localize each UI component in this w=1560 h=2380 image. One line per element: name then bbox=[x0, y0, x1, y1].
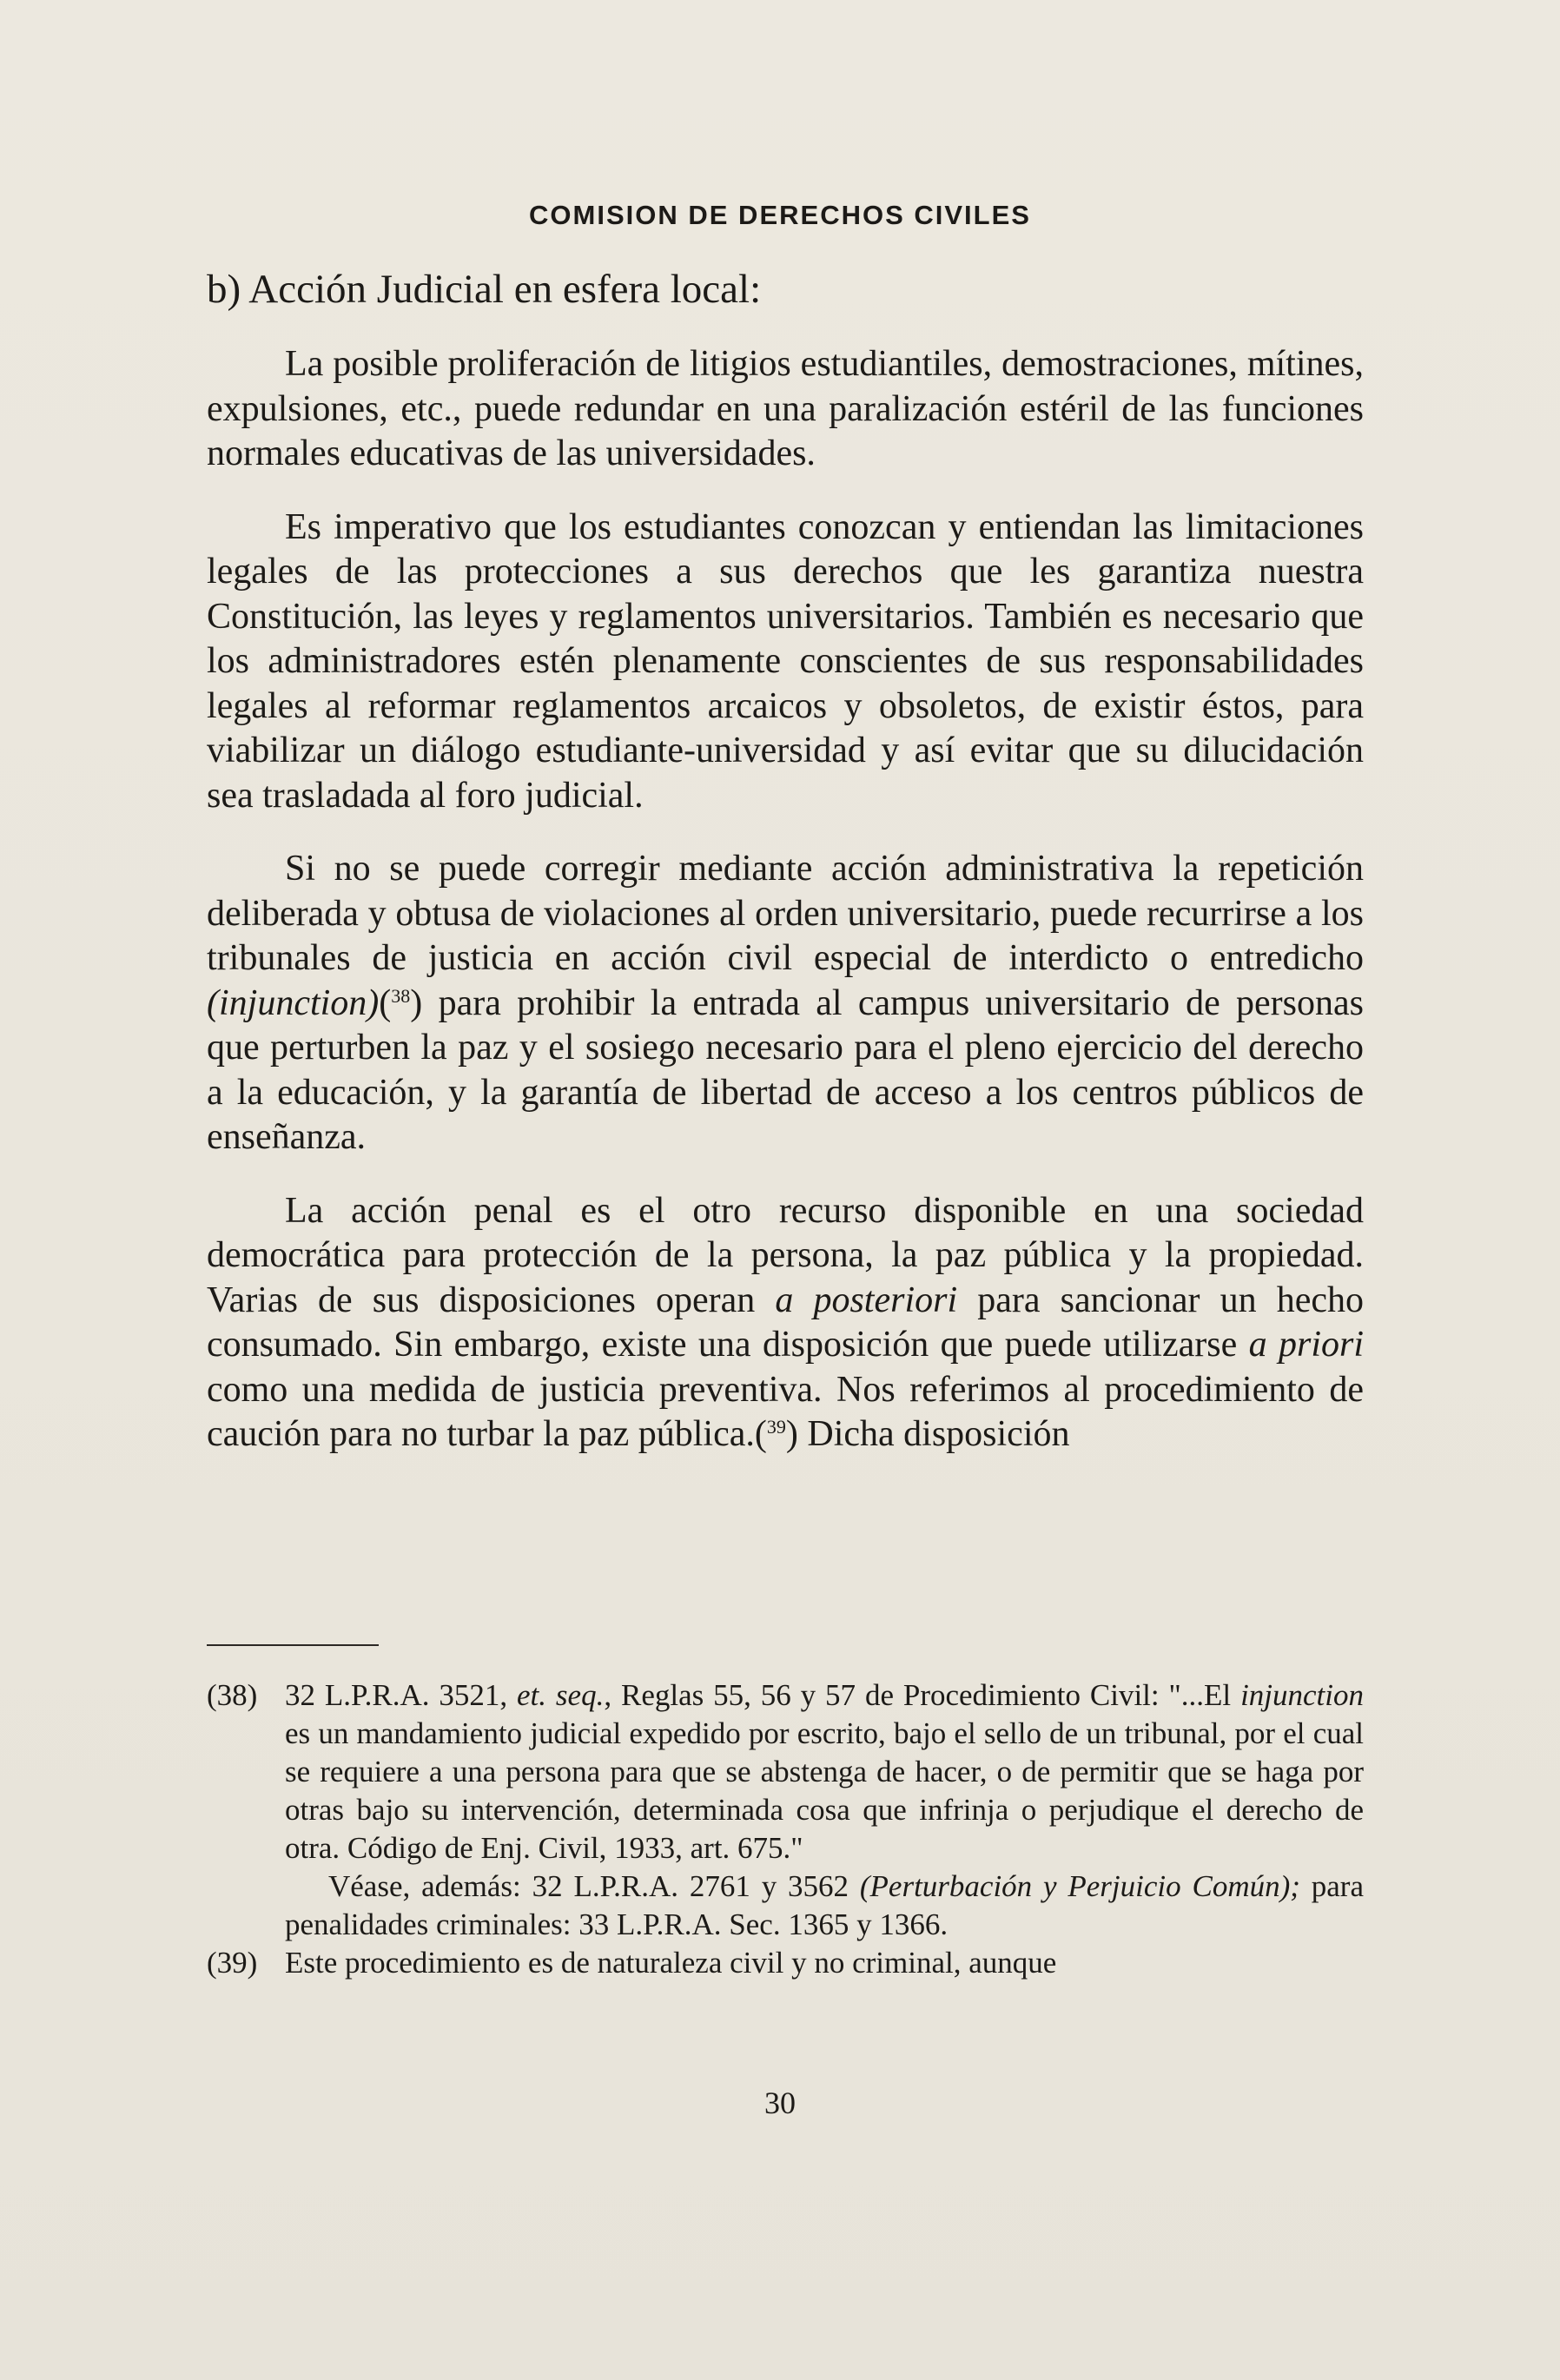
footnote-divider bbox=[207, 1644, 379, 1646]
footnote-ref-38[interactable]: 38 bbox=[391, 984, 411, 1007]
body-text bbox=[207, 342, 1364, 1458]
footnote-38-number: (38) bbox=[207, 1678, 258, 1712]
injunction-term: (injunction) bbox=[207, 982, 380, 1023]
footnote-38-italic-a: et. seq. bbox=[517, 1678, 605, 1712]
footnote-38 bbox=[207, 1676, 1364, 1868]
paragraph-3 bbox=[207, 847, 1364, 1160]
paragraph-4-text-c: como una medida de justicia preventiva. Nos referimos al procedimiento de caución para no turbar la paz pública. bbox=[207, 1369, 1364, 1454]
a-posteriori-term: a posteriori bbox=[775, 1279, 958, 1320]
footnotes bbox=[207, 1676, 1364, 1982]
footnote-ref-39-close: ) bbox=[785, 1414, 798, 1454]
footnote-ref-38-open: ( bbox=[379, 982, 392, 1023]
footnote-39-number: (39) bbox=[207, 1946, 258, 1980]
footnote-ref-38-close: ) bbox=[410, 982, 423, 1023]
paragraph-4 bbox=[207, 1189, 1364, 1458]
paragraph-3-text-b: para prohibir la entrada al campus universitario de personas que perturben la paz y el sosiego necesario para el pleno ejercicio del derecho a la educación, y la garantía de libertad de acceso a los centros públicos de enseñanza. bbox=[207, 982, 1364, 1157]
footnote-38-text-c: es un mandamiento judicial expedido por escrito, bajo el sello de un tribunal, por el cual se requiere a una persona para que se abstenga de hacer, o de permitir que se haga por otras bajo su intervención, determinada cosa que infrinja o perjudique el derecho de otra. Código de Enj. Civil, 1933, art. 675." bbox=[285, 1716, 1364, 1865]
paragraph-1: La posible proliferación de litigios estudiantiles, demostraciones, mítines, expulsiones, etc., puede redundar en una paralización estéril de las funciones normales educativas de las universidades. bbox=[207, 344, 1364, 473]
footnote-38-italic-b: injunction bbox=[1240, 1678, 1364, 1712]
footnote-ref-39-open: ( bbox=[754, 1414, 767, 1454]
footnote-38-cont-text-a: Véase, además: 32 L.P.R.A. 2761 y 3562 bbox=[328, 1869, 860, 1903]
paragraph-4-text-a: La acción penal es el otro recurso disponible en una sociedad democrática para protección de la persona, la paz pública y la propiedad. Varias de sus disposiciones operan bbox=[207, 1190, 1364, 1320]
paragraph-4-text-b: para sancionar un hecho consumado. Sin embargo, existe una disposición que puede utilizarse bbox=[207, 1279, 1364, 1365]
footnote-39 bbox=[207, 1944, 1364, 1982]
footnote-39-text: Este procedimiento es de naturaleza civil y no criminal, aunque bbox=[285, 1946, 1057, 1980]
footnote-ref-39[interactable]: 39 bbox=[766, 1416, 786, 1438]
paragraph-3-text-a: Si no se puede corregir mediante acción administrativa la repetición deliberada y obtusa de violaciones al orden universitario, puede recurrirse a los tribunales de justicia en acción civil especial de interdicto o entredicho bbox=[207, 849, 1364, 978]
paragraph-4-text-d: Dicha disposición bbox=[797, 1414, 1070, 1454]
a-priori-term: a priori bbox=[1248, 1325, 1365, 1365]
footnote-38-cont-text-b: para penalidades criminales: 33 L.P.R.A. Sec. 1365 y 1366. bbox=[285, 1869, 1364, 1941]
page-number: 30 bbox=[764, 2086, 796, 2120]
section-heading: b) Acción Judicial en esfera local: bbox=[207, 267, 762, 312]
footnote-38-continuation bbox=[207, 1868, 1364, 1944]
footnote-38-cont-italic: (Perturbación y Perjuicio Común); bbox=[859, 1869, 1300, 1903]
footnote-38-text-a: 32 L.P.R.A. 3521, bbox=[285, 1678, 518, 1712]
paragraph-2: Es imperativo que los estudiantes conozcan y entiendan las limitaciones legales de las protecciones a sus derechos que les garantiza nuestra Constitución, las leyes y reglamentos universitarios. También es necesario que los administradores estén plenamente conscientes de sus responsabilidades legales al reformar reglamentos arcaicos y obsoletos, de existir éstos, para viabilizar un diálogo estudiante-universidad y así evitar que su dilucidación sea trasladada al foro judicial. bbox=[207, 506, 1364, 816]
running-head: COMISION DE DERECHOS CIVILES bbox=[529, 200, 1031, 230]
footnote-38-text-b: , Reglas 55, 56 y 57 de Procedimiento Civil: "...El bbox=[604, 1678, 1241, 1712]
